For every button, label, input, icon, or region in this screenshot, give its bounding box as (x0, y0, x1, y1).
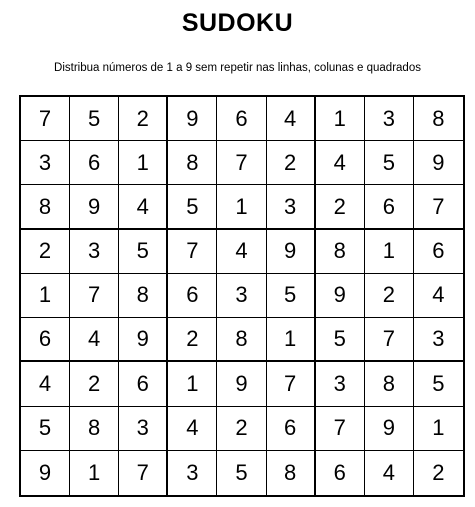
sudoku-cell[interactable]: 1 (365, 230, 414, 274)
sudoku-cell[interactable]: 9 (70, 185, 119, 229)
sudoku-cell[interactable]: 8 (119, 274, 168, 318)
sudoku-cell[interactable]: 6 (168, 274, 217, 318)
sudoku-cell[interactable]: 2 (316, 185, 365, 229)
sudoku-cell[interactable]: 7 (217, 141, 266, 185)
sudoku-cell[interactable]: 8 (217, 318, 266, 362)
sudoku-cell[interactable]: 7 (168, 230, 217, 274)
sudoku-cell[interactable]: 6 (316, 451, 365, 495)
sudoku-cell[interactable]: 9 (168, 97, 217, 141)
sudoku-cell[interactable]: 2 (21, 230, 70, 274)
sudoku-cell[interactable]: 3 (365, 97, 414, 141)
sudoku-cell[interactable]: 9 (21, 451, 70, 495)
sudoku-cell[interactable]: 8 (70, 407, 119, 451)
sudoku-cell[interactable]: 6 (217, 97, 266, 141)
sudoku-cell[interactable]: 4 (70, 318, 119, 362)
sudoku-cell[interactable]: 1 (316, 97, 365, 141)
sudoku-cell[interactable]: 2 (168, 318, 217, 362)
sudoku-cell[interactable]: 8 (168, 141, 217, 185)
sudoku-cell[interactable]: 7 (414, 185, 463, 229)
sudoku-board (19, 95, 465, 497)
sudoku-cell[interactable]: 9 (365, 407, 414, 451)
sudoku-cell[interactable]: 3 (414, 318, 463, 362)
sudoku-cell[interactable]: 5 (70, 97, 119, 141)
sudoku-cell[interactable]: 6 (365, 185, 414, 229)
sudoku-cell[interactable]: 3 (70, 230, 119, 274)
sudoku-cell[interactable]: 7 (119, 451, 168, 495)
sudoku-cell[interactable]: 9 (316, 274, 365, 318)
sudoku-cell[interactable]: 1 (119, 141, 168, 185)
sudoku-cell[interactable]: 8 (414, 97, 463, 141)
sudoku-cell[interactable]: 5 (316, 318, 365, 362)
sudoku-cell[interactable]: 3 (168, 451, 217, 495)
sudoku-cell[interactable]: 4 (21, 362, 70, 406)
sudoku-cell[interactable]: 8 (21, 185, 70, 229)
sudoku-cell[interactable]: 5 (168, 185, 217, 229)
sudoku-cell[interactable]: 8 (316, 230, 365, 274)
sudoku-cell[interactable]: 6 (119, 362, 168, 406)
page-title: SUDOKU (181, 9, 294, 37)
sudoku-cell[interactable]: 7 (316, 407, 365, 451)
sudoku-cell[interactable]: 1 (168, 362, 217, 406)
sudoku-cell[interactable]: 6 (21, 318, 70, 362)
sudoku-cell[interactable]: 7 (21, 97, 70, 141)
sudoku-cell[interactable]: 3 (21, 141, 70, 185)
sudoku-cell[interactable]: 6 (70, 141, 119, 185)
instructions-text: Distribua números de 1 a 9 sem repetir nas linhas, colunas e quadrados (54, 62, 421, 74)
sudoku-cell[interactable]: 4 (414, 274, 463, 318)
sudoku-cell[interactable]: 4 (365, 451, 414, 495)
sudoku-cell[interactable]: 2 (70, 362, 119, 406)
sudoku-cell[interactable]: 3 (217, 274, 266, 318)
sudoku-cell[interactable]: 7 (267, 362, 316, 406)
sudoku-cell[interactable]: 2 (267, 141, 316, 185)
sudoku-cell[interactable]: 2 (432, 459, 445, 485)
sudoku-cell[interactable]: 9 (119, 318, 168, 362)
sudoku-cell[interactable]: 1 (217, 185, 266, 229)
sudoku-cell[interactable]: 4 (119, 185, 168, 229)
sudoku-cell[interactable]: 4 (168, 407, 217, 451)
sudoku-cell[interactable]: 2 (119, 97, 168, 141)
sudoku-cell[interactable]: 8 (365, 362, 414, 406)
sudoku-cell[interactable]: 4 (217, 230, 266, 274)
sudoku-cell[interactable]: 5 (21, 407, 70, 451)
sudoku-cell[interactable]: 5 (414, 362, 463, 406)
sudoku-cell[interactable]: 7 (70, 274, 119, 318)
sudoku-cell[interactable]: 2 (365, 274, 414, 318)
sudoku-cell[interactable]: 4 (267, 97, 316, 141)
sudoku-cell[interactable]: 5 (217, 451, 266, 495)
sudoku-cell[interactable]: 1 (267, 318, 316, 362)
sudoku-cell[interactable]: 3 (267, 185, 316, 229)
sudoku-cell[interactable]: 2 (217, 407, 266, 451)
sudoku-cell[interactable]: 5 (365, 141, 414, 185)
sudoku-cell[interactable]: 4 (316, 141, 365, 185)
sudoku-cell[interactable]: 1 (414, 407, 463, 451)
sudoku-cell[interactable]: 5 (119, 230, 168, 274)
sudoku-cell[interactable]: 1 (70, 451, 119, 495)
sudoku-cell[interactable]: 5 (267, 274, 316, 318)
sudoku-cell[interactable]: 3 (316, 362, 365, 406)
sudoku-cell[interactable]: 6 (414, 230, 463, 274)
sudoku-cell[interactable]: 1 (21, 274, 70, 318)
sudoku-cell[interactable]: 9 (267, 230, 316, 274)
sudoku-cell[interactable]: 7 (365, 318, 414, 362)
sudoku-cell[interactable]: 6 (267, 407, 316, 451)
sudoku-cell[interactable]: 8 (267, 451, 316, 495)
sudoku-cell[interactable]: 9 (217, 362, 266, 406)
sudoku-cell[interactable]: 9 (414, 141, 463, 185)
sudoku-cell[interactable]: 3 (119, 407, 168, 451)
